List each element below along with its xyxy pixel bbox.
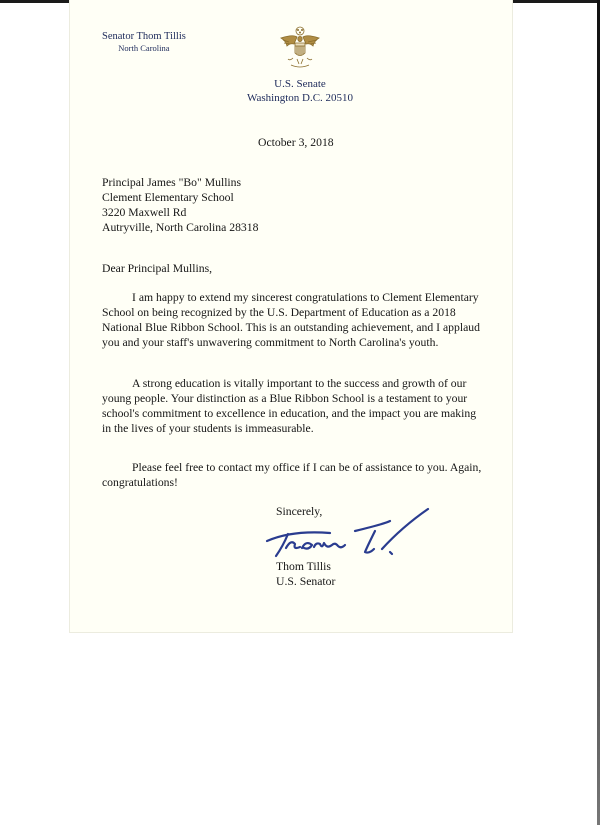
senate-line: U.S. Senate xyxy=(274,78,326,90)
senate-address-block xyxy=(214,77,386,105)
letter-date: October 3, 2018 xyxy=(258,136,334,149)
sender-state: North Carolina xyxy=(118,43,170,53)
sender-block xyxy=(102,30,186,54)
recipient-name: Principal James "Bo" Mullins xyxy=(102,176,242,189)
recipient-school: Clement Elementary School xyxy=(102,190,234,204)
signer-block xyxy=(276,560,335,590)
closing: Sincerely, xyxy=(276,505,323,518)
salutation: Dear Principal Mullins, xyxy=(102,262,213,275)
signer-title: U.S. Senator xyxy=(276,574,336,588)
signer-name: Thom Tillis xyxy=(276,560,331,573)
sender-name: Senator Thom Tillis xyxy=(102,31,186,42)
body-paragraph-3: Please feel free to contact my office if I can be of assistance to you. Again, congratulations! xyxy=(102,461,482,489)
handwritten-signature-icon xyxy=(262,503,434,565)
recipient-street: 3220 Maxwell Rd xyxy=(102,205,187,219)
senate-city-line: Washington D.C. 20510 xyxy=(246,92,354,104)
recipient-city-state-zip: Autryville, North Carolina 28318 xyxy=(102,220,259,234)
body-paragraph-1: I am happy to extend my sincerest congratulations to Clement Elementary School on being recognized by the U.S. Department of Education as a 2018 National Blue Ribbon School. This is an outstanding achievement, and I applaud you and your staff's unwavering commitment to North Carolina's youth. xyxy=(102,291,480,349)
recipient-address xyxy=(102,176,258,236)
body-paragraph-2: A strong education is vitally important to the success and growth of our young people. Your distinction as a Blue Ribbon School is a testament to your school's commitment to excellence in education, and the impact you are making in the lives of your students is immeasurable. xyxy=(102,377,477,435)
great-seal-icon xyxy=(277,25,323,71)
